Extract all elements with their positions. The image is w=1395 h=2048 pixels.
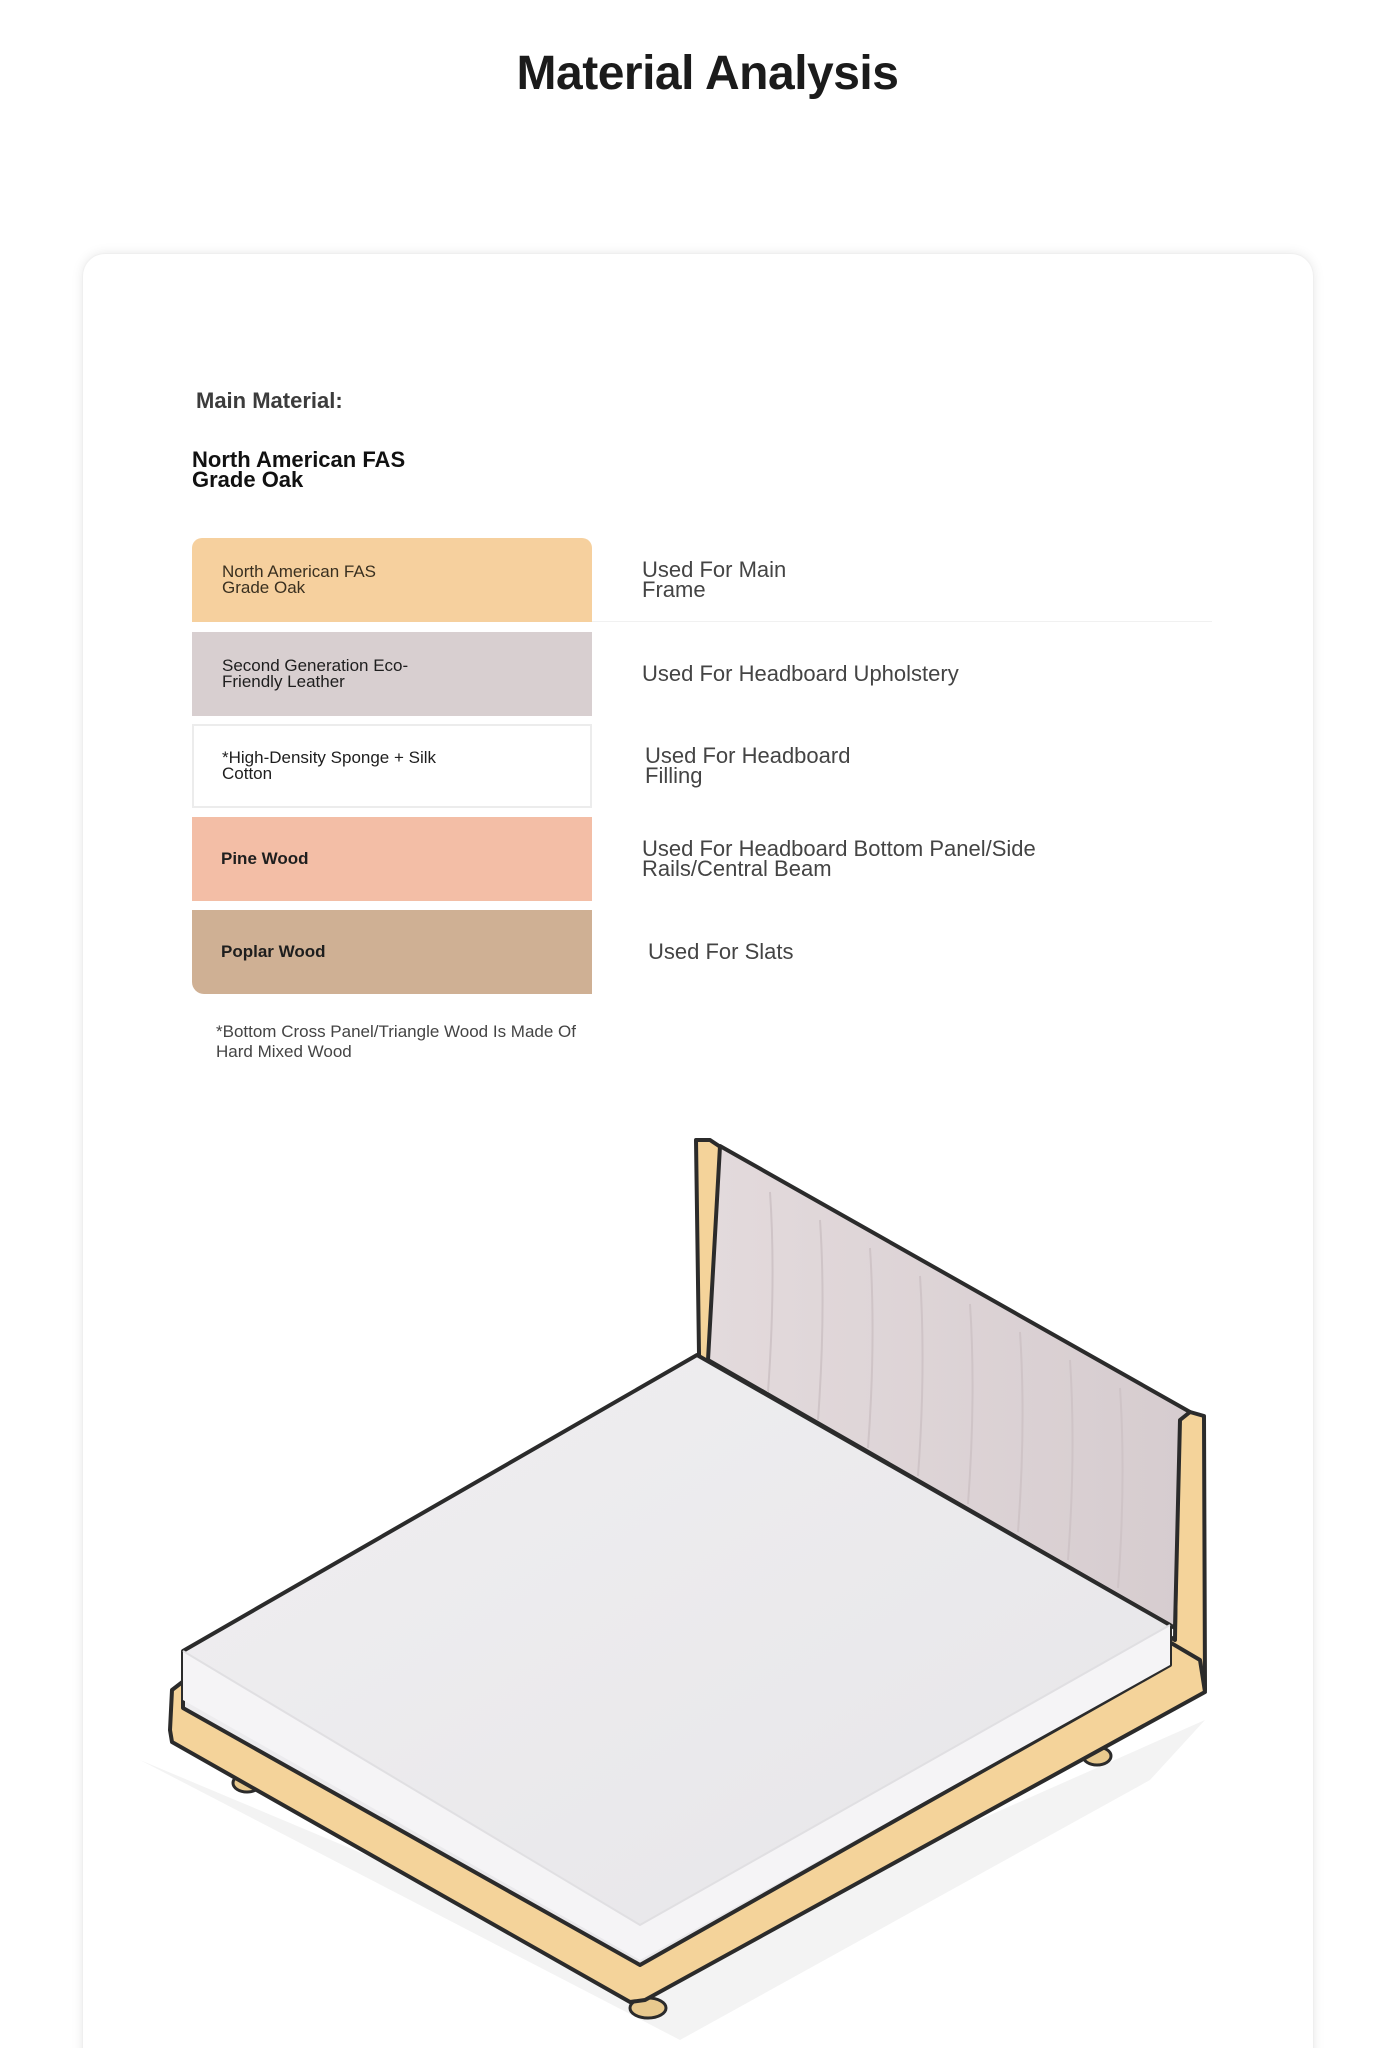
material-usage-text: Used For Slats [648,939,794,964]
footnote: *Bottom Cross Panel/Triangle Wood Is Made Of Hard Mixed Wood [216,1022,576,1061]
page-title: Material Analysis [516,47,899,100]
material-name: *High-Density Sponge + Silk Cotton [222,748,437,783]
material-usage-text: Used For Main Frame [642,557,787,602]
material-usage-text: Used For Headboard Filling [645,743,851,788]
material-name: Poplar Wood [221,942,326,961]
material-usage-text: Used For Headboard Bottom Panel/Side Rails/Central Beam [642,836,1036,881]
material-name: North American FAS Grade Oak [222,562,377,597]
material-name: Pine Wood [221,849,309,868]
main-material-label: Main Material: [196,388,343,413]
material-name: Second Generation Eco-Friendly Leather [222,656,409,691]
material-usage-text: Used For Headboard Upholstery [642,661,959,686]
main-material-value: North American FAS Grade Oak [192,447,406,492]
